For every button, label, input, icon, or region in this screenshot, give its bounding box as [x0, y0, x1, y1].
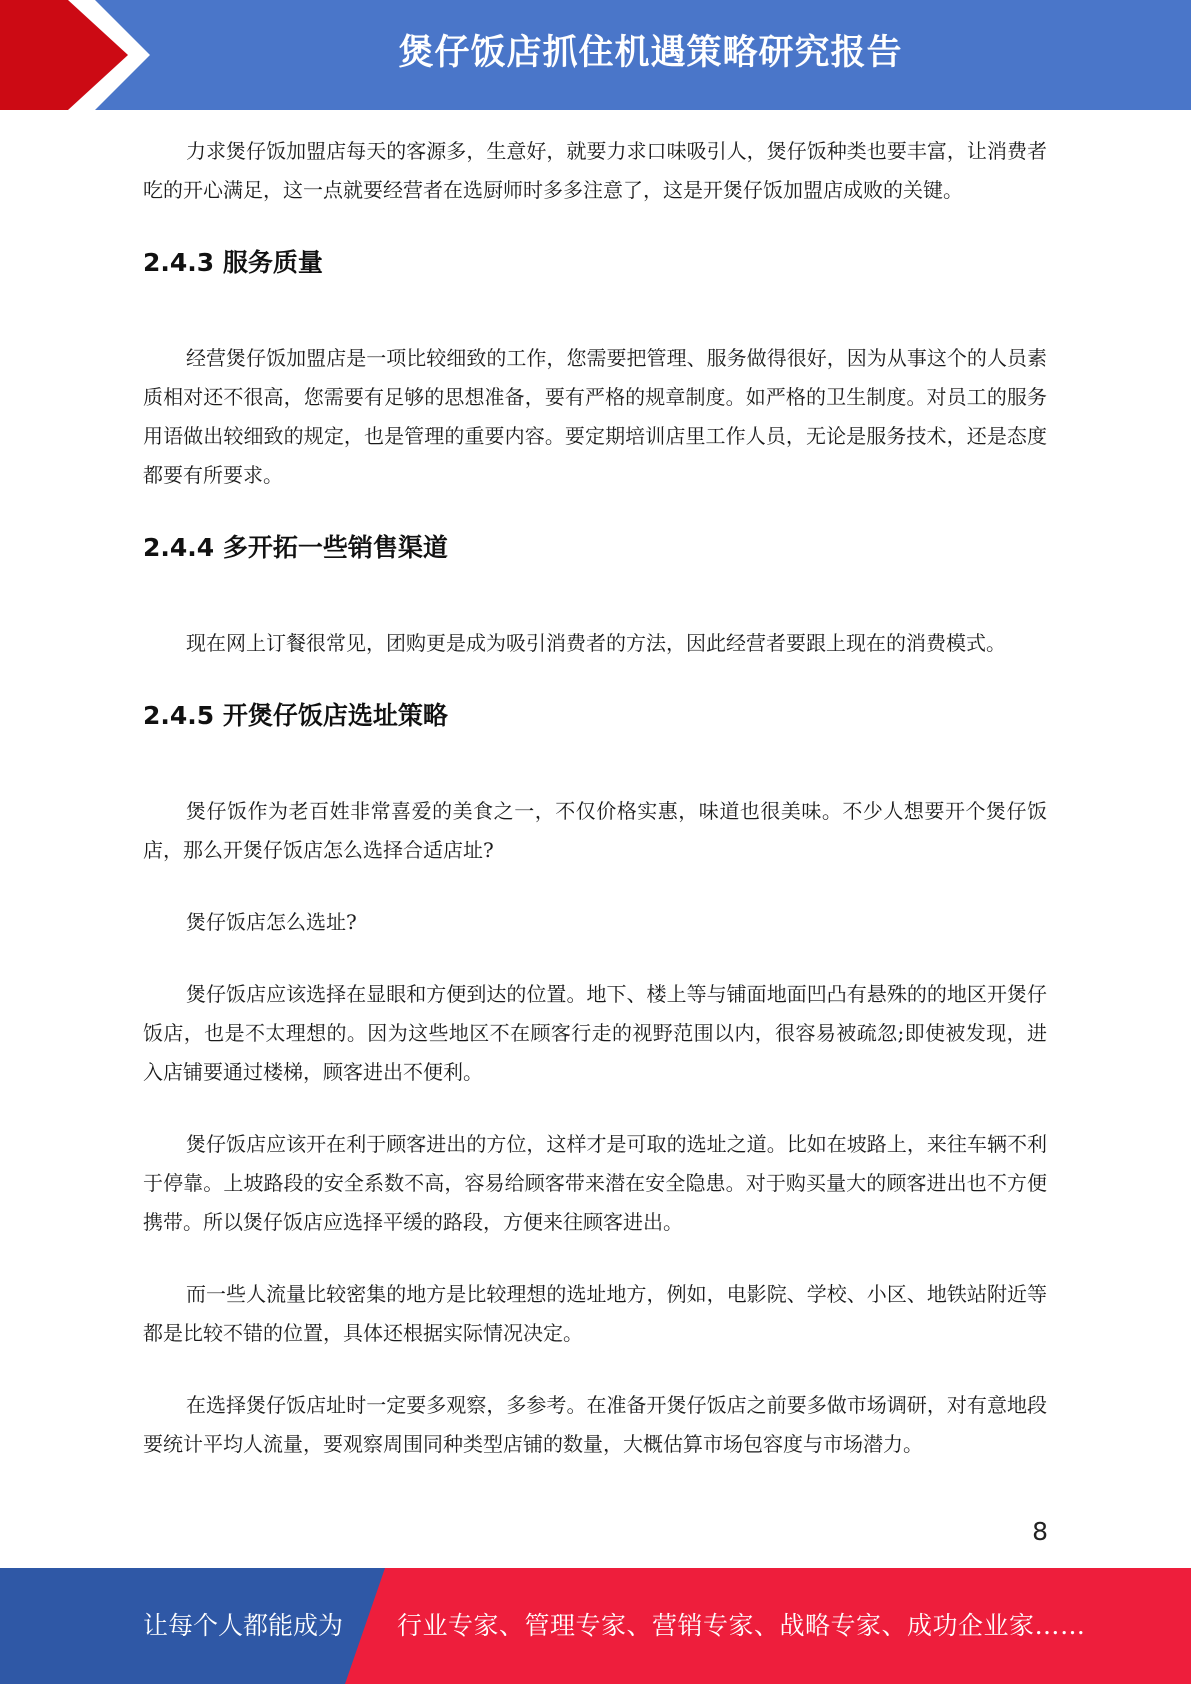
section-heading-2-4-4: 2.4.4 多开拓一些销售渠道	[143, 533, 448, 562]
paragraph: 煲仔饭店怎么选址?	[186, 910, 357, 934]
paragraph: 现在网上订餐很常见，团购更是成为吸引消费者的方法，因此经营者要跟上现在的消费模式。	[186, 631, 1006, 655]
paragraph: 而一些人流量比较密集的地方是比较理想的选址地方，例如，电影院、学校、小区、地铁站附近等都是比较不错的位置，具体还根据实际情况决定。	[143, 1282, 1047, 1345]
paragraph: 在选择煲仔饭店址时一定要多观察，多参考。在准备开煲仔饭店之前要多做市场调研，对有意地段要统计平均人流量，要观察周围同种类型店铺的数量，大概估算市场包容度与市场潜力。	[143, 1393, 1047, 1456]
page-content	[143, 132, 1047, 1464]
header-banner	[0, 0, 1191, 110]
section-heading-2-4-3: 2.4.3 服务质量	[143, 248, 323, 277]
page-number: 8	[1032, 1517, 1048, 1546]
paragraph: 力求煲仔饭加盟店每天的客源多，生意好，就要力求口味吸引人，煲仔饭种类也要丰富，让消费者吃的开心满足，这一点就要经营者在选厨师时多多注意了，这是开煲仔饭加盟店成败的关键。	[143, 139, 1047, 202]
document-title: 煲仔饭店抓住机遇策略研究报告	[398, 33, 903, 73]
footer-banner	[0, 1568, 1191, 1684]
paragraph: 煲仔饭店应该开在利于顾客进出的方位，这样才是可取的选址之道。比如在坡路上，来往车辆不利于停靠。上坡路段的安全系数不高，容易给顾客带来潜在安全隐患。对于购买量大的顾客进出也不方便携带。所以煲仔饭店应选择平缓的路段，方便来往顾客进出。	[143, 1132, 1047, 1234]
section-heading-2-4-5: 2.4.5 开煲仔饭店选址策略	[143, 701, 448, 730]
paragraph: 煲仔饭店应该选择在显眼和方便到达的位置。地下、楼上等与铺面地面凹凸有悬殊的的地区开煲仔饭店，也是不太理想的。因为这些地区不在顾客行走的视野范围以内，很容易被疏忽;即使被发现，进入店铺要通过楼梯，顾客进出不便利。	[143, 982, 1047, 1084]
footer-slogan-left: 让每个人都能成为	[143, 1611, 344, 1640]
footer-slogan-right: 行业专家、管理专家、营销专家、战略专家、成功企业家……	[397, 1611, 1086, 1640]
header-chevron-decoration	[0, 0, 160, 110]
paragraph: 煲仔饭作为老百姓非常喜爱的美食之一，不仅价格实惠，味道也很美味。不少人想要开个煲仔饭店，那么开煲仔饭店怎么选择合适店址?	[143, 799, 1047, 862]
paragraph: 经营煲仔饭加盟店是一项比较细致的工作，您需要把管理、服务做得很好，因为从事这个的人员素质相对还不很高，您需要有足够的思想准备，要有严格的规章制度。如严格的卫生制度。对员工的服务用语做出较细致的规定，也是管理的重要内容。要定期培训店里工作人员，无论是服务技术，还是态度都要有所要求。	[143, 346, 1047, 487]
